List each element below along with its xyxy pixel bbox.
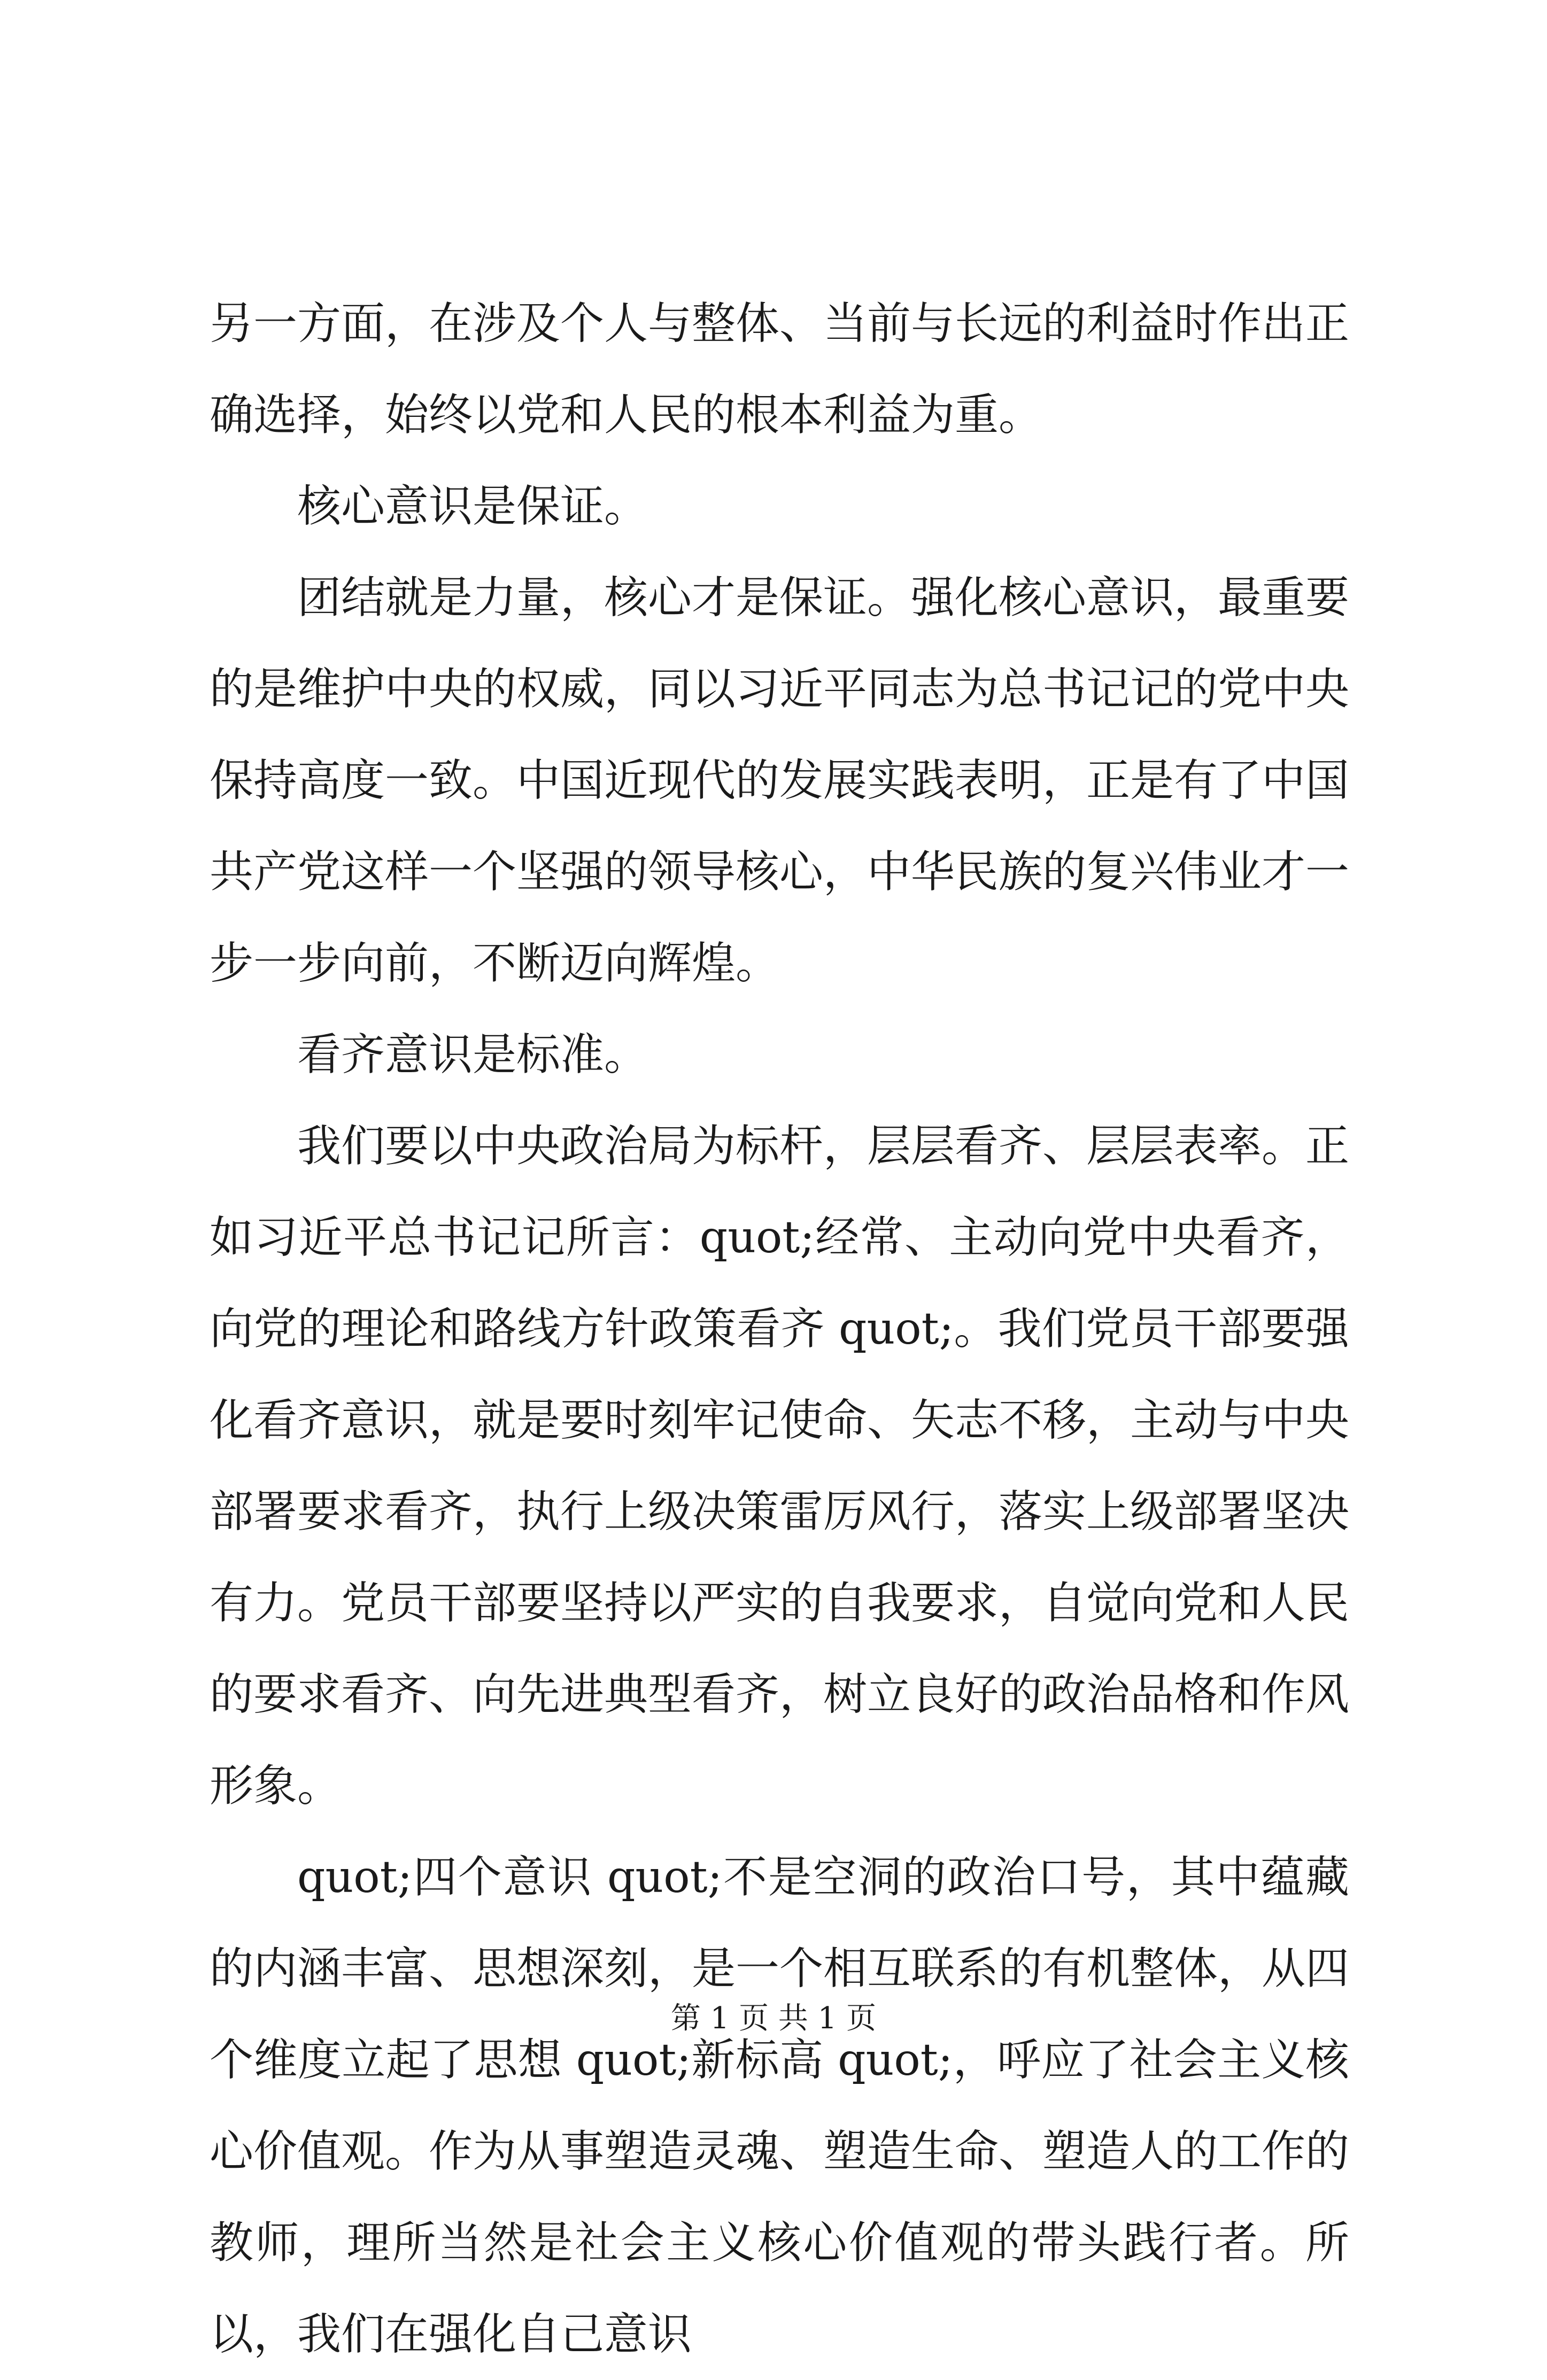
paragraph-5: 我们要以中央政治局为标杆，层层看齐、层层表率。正如习近平总书记记所言：quot;经常、主动向党中央看齐，向党的理论和路线方针政策看齐 quot;。我们党员干部要强化看齐意识，就是要时刻牢记使命、矢志不移，主动与中央部署要求看齐，执行上级决策雷厉风行，落实上级部署坚决有力。党员干部要坚持以严实的自我要求，自觉向党和人民的要求看齐、向先进典型看齐，树立良好的政治品格和作风形象。 [210,1121,1350,1811]
paragraph-3: 团结就是力量，核心才是保证。强化核心意识，最重要的是维护中央的权威，同以习近平同志为总书记记的党中央保持高度一致。中国近现代的发展实践表明，正是有了中国共产党这样一个坚强的领导核心，中华民族的复兴伟业才一步一步向前，不断迈向辉煌。 [210,572,1350,989]
document-body [210,278,1349,2380]
paragraph-1: 另一方面，在涉及个人与整体、当前与长远的利益时作出正确选择，始终以党和人民的根本利益为重。 [210,298,1350,440]
paragraph-4: 看齐意识是标准。 [297,1029,648,1080]
page-footer: 第 1 页 共 1 页 [670,2001,877,2036]
paragraph-2: 核心意识是保证。 [297,481,648,532]
paragraph-6: quot;四个意识 quot;不是空洞的政治口号，其中蕴藏的内涵丰富、思想深刻，是一个相互联系的有机整体，从四个维度立起了思想 quot;新标高 quot;，呼应了社会主义核心价值观。作为从事塑造灵魂、塑造生命、塑造人的工作的教师，理所当然是社会主义核心价值观的带头践行者。所以，我们在强化自己意识 [210,1852,1350,2360]
